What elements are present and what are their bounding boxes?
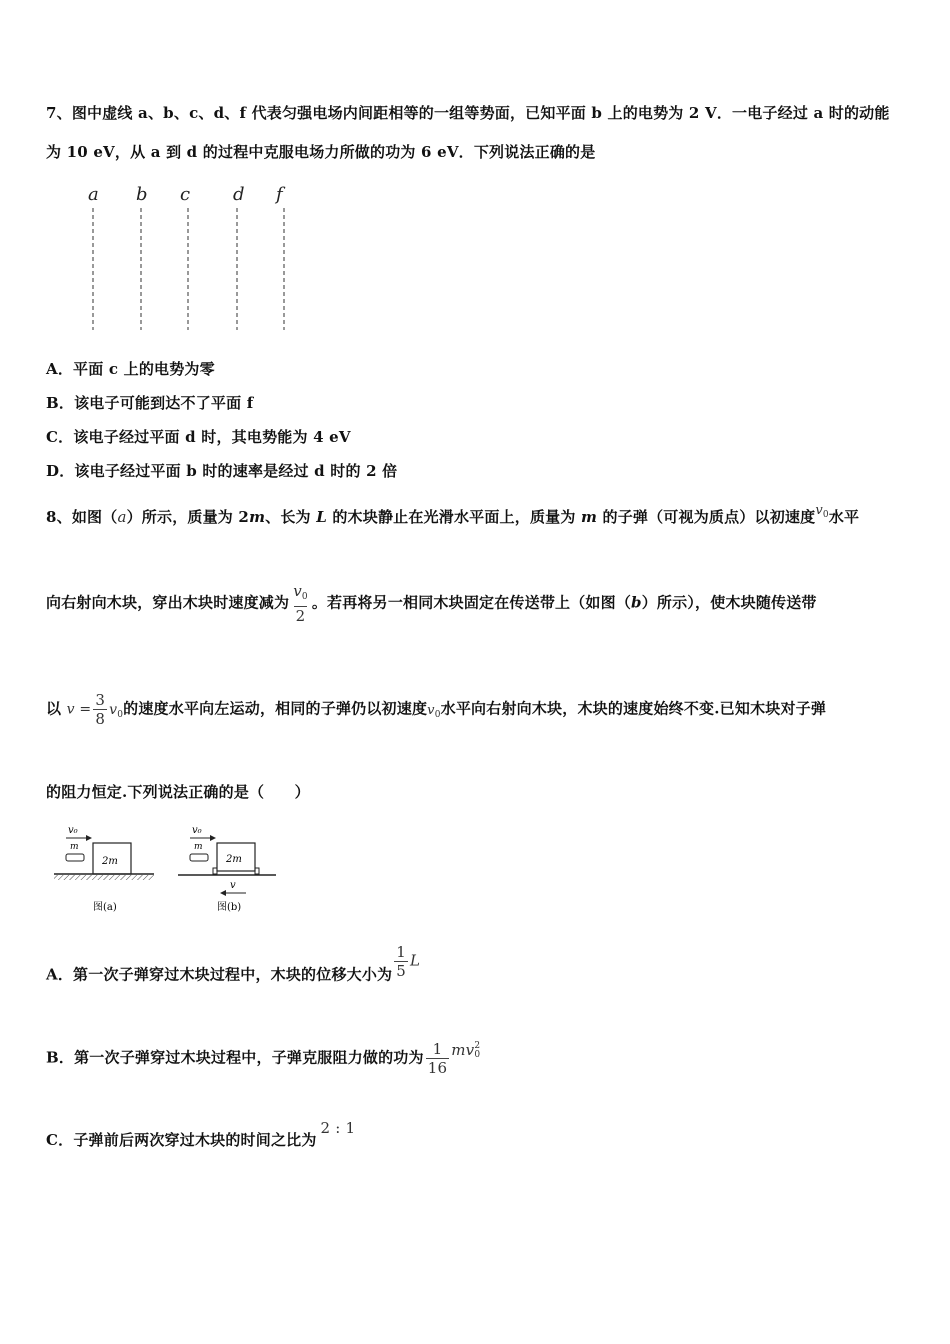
option-text: 该电子经过平面 d 时，其电势能为 4 eV xyxy=(73,428,351,446)
text: 8、如图（ xyxy=(46,508,118,526)
var-v: v xyxy=(815,503,823,518)
text: 的木块静止在光滑水平面上，质量为 xyxy=(326,508,576,526)
text: 向右射向木块，穿出木块时速度减为 xyxy=(46,593,290,612)
q7-line-1: 7、图中虚线 a、b、c、d、f 代表匀强电场内间距相等的一组等势面，已知平面 b 上的电势为 2 V．一电子经过 a 时的动能 xyxy=(46,104,890,122)
math-v0 xyxy=(109,702,123,718)
text: 的速度水平向左运动，相同的子弹仍以初速度 xyxy=(123,699,428,718)
subscript: 0 xyxy=(301,592,308,602)
math-v-equals: v = xyxy=(66,701,92,718)
subscript: 0 xyxy=(434,709,441,720)
option-text: 第一次子弹穿过木块过程中，木块的位移大小为 xyxy=(73,965,393,984)
option-label: A． xyxy=(46,360,74,378)
ratio-value: 2 : 1 xyxy=(320,1119,356,1137)
fraction-v0-over-2 xyxy=(291,582,310,625)
label-a: a xyxy=(88,184,99,205)
label-d: d xyxy=(233,184,245,205)
q7-option-c xyxy=(46,426,351,447)
option-text: 平面 c 上的电势为零 xyxy=(73,360,215,378)
q7-option-b xyxy=(46,392,253,413)
denominator: 16 xyxy=(427,1059,448,1077)
option-label: C． xyxy=(46,428,74,446)
figure-a xyxy=(54,825,154,913)
v0-label-a: v₀ xyxy=(68,825,78,836)
arrow-head xyxy=(210,835,216,841)
clamp-right xyxy=(255,868,259,874)
label-c: c xyxy=(180,184,191,205)
bullet-a xyxy=(66,854,84,861)
option-text: 第一次子弹穿过木块过程中，子弹克服阻力做的功为 xyxy=(74,1048,424,1067)
bullet-b xyxy=(190,854,208,861)
numerator xyxy=(291,582,310,606)
block-label-b: 2m xyxy=(226,854,242,865)
superscript: 2 xyxy=(474,1040,481,1051)
caption-a: 图(a) xyxy=(93,902,117,913)
subscript: 0 xyxy=(117,709,124,720)
option-label: A． xyxy=(46,965,74,984)
var-v: v xyxy=(293,582,302,600)
text: ）所示，质量为 2 xyxy=(126,508,250,526)
numerator: 3 xyxy=(95,691,106,709)
q8-option-c xyxy=(46,1119,356,1150)
text: 、长为 xyxy=(265,508,311,526)
arrow-head xyxy=(220,890,226,896)
subscript: 0 xyxy=(822,510,829,520)
text: 的子弹（可视为质点）以初速度 xyxy=(597,508,816,526)
q7-option-d xyxy=(46,460,397,481)
bullet-block-figure xyxy=(50,820,290,920)
math-b: b xyxy=(631,593,642,612)
math-a: a xyxy=(117,508,127,526)
denominator: 5 xyxy=(396,962,406,980)
q8-line-3 xyxy=(46,691,826,728)
text: 水平 xyxy=(828,508,860,526)
ground-hatch-a xyxy=(54,875,154,880)
var-v: v xyxy=(109,701,118,718)
math-L: L xyxy=(410,951,421,970)
text: ）所示），使木块随传送带 xyxy=(641,593,817,612)
math-m: m xyxy=(249,508,266,526)
numerator: 1 xyxy=(432,1040,443,1058)
math-v0 xyxy=(815,503,828,518)
subscript: 0 xyxy=(474,1049,481,1060)
denominator: 8 xyxy=(95,710,106,728)
arrow-head xyxy=(86,835,92,841)
block-label-a: 2m xyxy=(102,856,118,867)
q8-line-1 xyxy=(46,503,860,528)
label-f: f xyxy=(276,184,283,205)
option-text: 该电子可能到达不了平面 f xyxy=(74,394,254,412)
option-label: B． xyxy=(46,1048,75,1067)
q8-option-a xyxy=(46,943,421,994)
denominator: 2 xyxy=(295,607,306,625)
q7-option-a xyxy=(46,358,215,379)
fraction-1-over-5 xyxy=(394,943,408,980)
fraction-1-over-16 xyxy=(426,1040,450,1077)
m-label-a: m xyxy=(70,842,79,852)
math-mv0-squared xyxy=(451,1041,480,1059)
q8-line-4: 的阻力恒定.下列说法正确的是（ ） xyxy=(46,783,310,801)
math-v0 xyxy=(427,703,440,718)
option-text: 该电子经过平面 b 时的速率是经过 d 时的 2 倍 xyxy=(74,462,398,480)
math-m: m xyxy=(581,508,598,526)
equipotential-surfaces-figure xyxy=(80,180,310,335)
numerator: 1 xyxy=(396,943,406,961)
q8-line-2 xyxy=(46,582,817,625)
math-L: L xyxy=(316,508,327,526)
figure-b xyxy=(178,825,276,913)
q7-line-2: 为 10 eV，从 a 到 d 的过程中克服电场力所做的功为 6 eV．下列说法正确的是 xyxy=(46,143,596,161)
m-label-b: m xyxy=(194,842,203,852)
v-label-b: v xyxy=(230,880,236,891)
label-b: b xyxy=(136,184,148,205)
fraction-3-over-8 xyxy=(93,691,107,728)
var-mv: mv xyxy=(451,1040,475,1059)
option-label: C． xyxy=(46,1131,74,1149)
caption-b: 图(b) xyxy=(217,902,242,913)
text: 以 xyxy=(46,699,62,718)
option-label: D． xyxy=(46,462,75,480)
q8-option-b xyxy=(46,1040,480,1077)
option-text: 子弹前后两次穿过木块的时间之比为 xyxy=(73,1131,317,1149)
v0-label-b: v₀ xyxy=(192,825,202,836)
var-v: v xyxy=(427,702,435,718)
text: 水平向右射向木块，木块的速度始终不变.已知木块对子弹 xyxy=(440,699,827,718)
option-label: B． xyxy=(46,394,75,412)
text: 。若再将另一相同木块固定在传送带上（如图（ xyxy=(311,593,632,612)
clamp-left xyxy=(213,868,217,874)
